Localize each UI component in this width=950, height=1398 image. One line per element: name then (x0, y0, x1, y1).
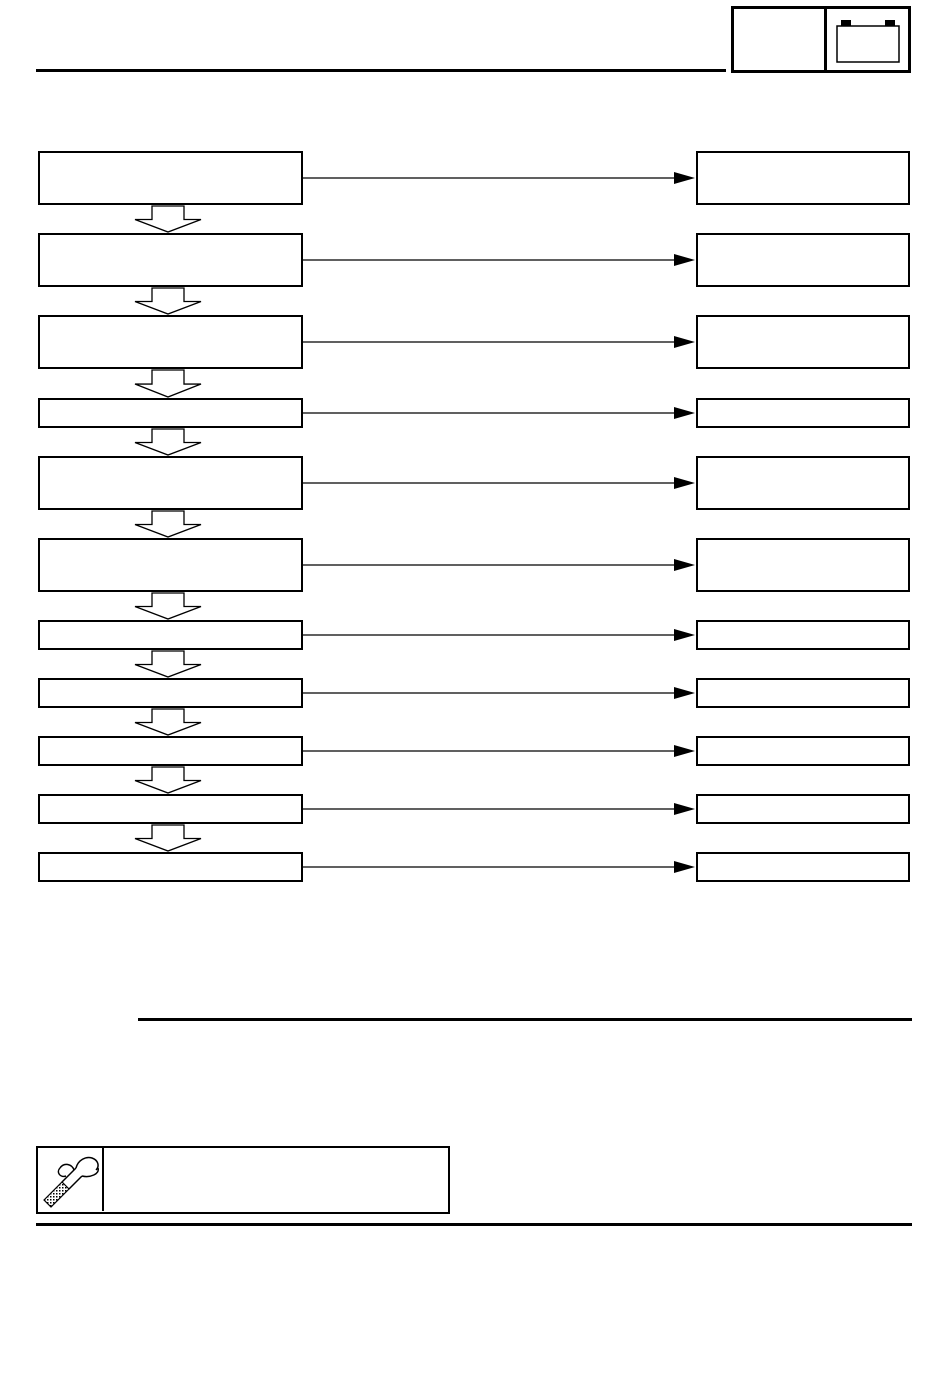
flow-result-box (696, 233, 910, 287)
flow-down-arrow (135, 825, 201, 851)
flow-down-arrow (135, 709, 201, 735)
flow-arrowhead (674, 254, 695, 266)
flow-step-box (38, 398, 303, 428)
flow-arrowhead (674, 861, 695, 873)
flow-down-arrow (135, 767, 201, 793)
flow-result-box (696, 794, 910, 824)
flow-arrowhead (674, 336, 695, 348)
flow-step-box (38, 852, 303, 882)
flow-arrowhead (674, 407, 695, 419)
flow-step-box (38, 456, 303, 510)
flow-result-box (696, 678, 910, 708)
flow-arrowhead (674, 687, 695, 699)
flow-result-box (696, 151, 910, 205)
flow-result-box (696, 736, 910, 766)
tool-icon-cell (38, 1148, 104, 1211)
flow-arrowhead (674, 745, 695, 757)
flow-step-box (38, 538, 303, 592)
section-rule (138, 1018, 912, 1021)
flow-result-box (696, 398, 910, 428)
flow-result-box (696, 315, 910, 369)
tool-note-box (36, 1146, 450, 1214)
flow-step-box (38, 233, 303, 287)
flow-step-box (38, 151, 303, 205)
flow-arrowhead (674, 803, 695, 815)
flow-result-box (696, 620, 910, 650)
flow-step-box (38, 736, 303, 766)
flow-step-box (38, 620, 303, 650)
flow-result-box (696, 538, 910, 592)
flow-arrowhead (674, 559, 695, 571)
tool-note-text (110, 1156, 440, 1204)
flow-down-arrow (135, 429, 201, 455)
flow-result-box (696, 456, 910, 510)
flow-step-box (38, 678, 303, 708)
flow-arrowhead (674, 172, 695, 184)
footer-rule (36, 1223, 912, 1226)
flow-step-box (38, 794, 303, 824)
wrench-tool-icon (38, 1148, 102, 1211)
flow-step-box (38, 315, 303, 369)
flow-down-arrow (135, 288, 201, 314)
flow-result-box (696, 852, 910, 882)
flow-down-arrow (135, 370, 201, 397)
flow-down-arrow (135, 593, 201, 619)
flow-down-arrow (135, 511, 201, 537)
flow-arrowhead (674, 477, 695, 489)
flow-down-arrow (135, 206, 201, 232)
flow-down-arrow (135, 651, 201, 677)
flow-arrowhead (674, 629, 695, 641)
